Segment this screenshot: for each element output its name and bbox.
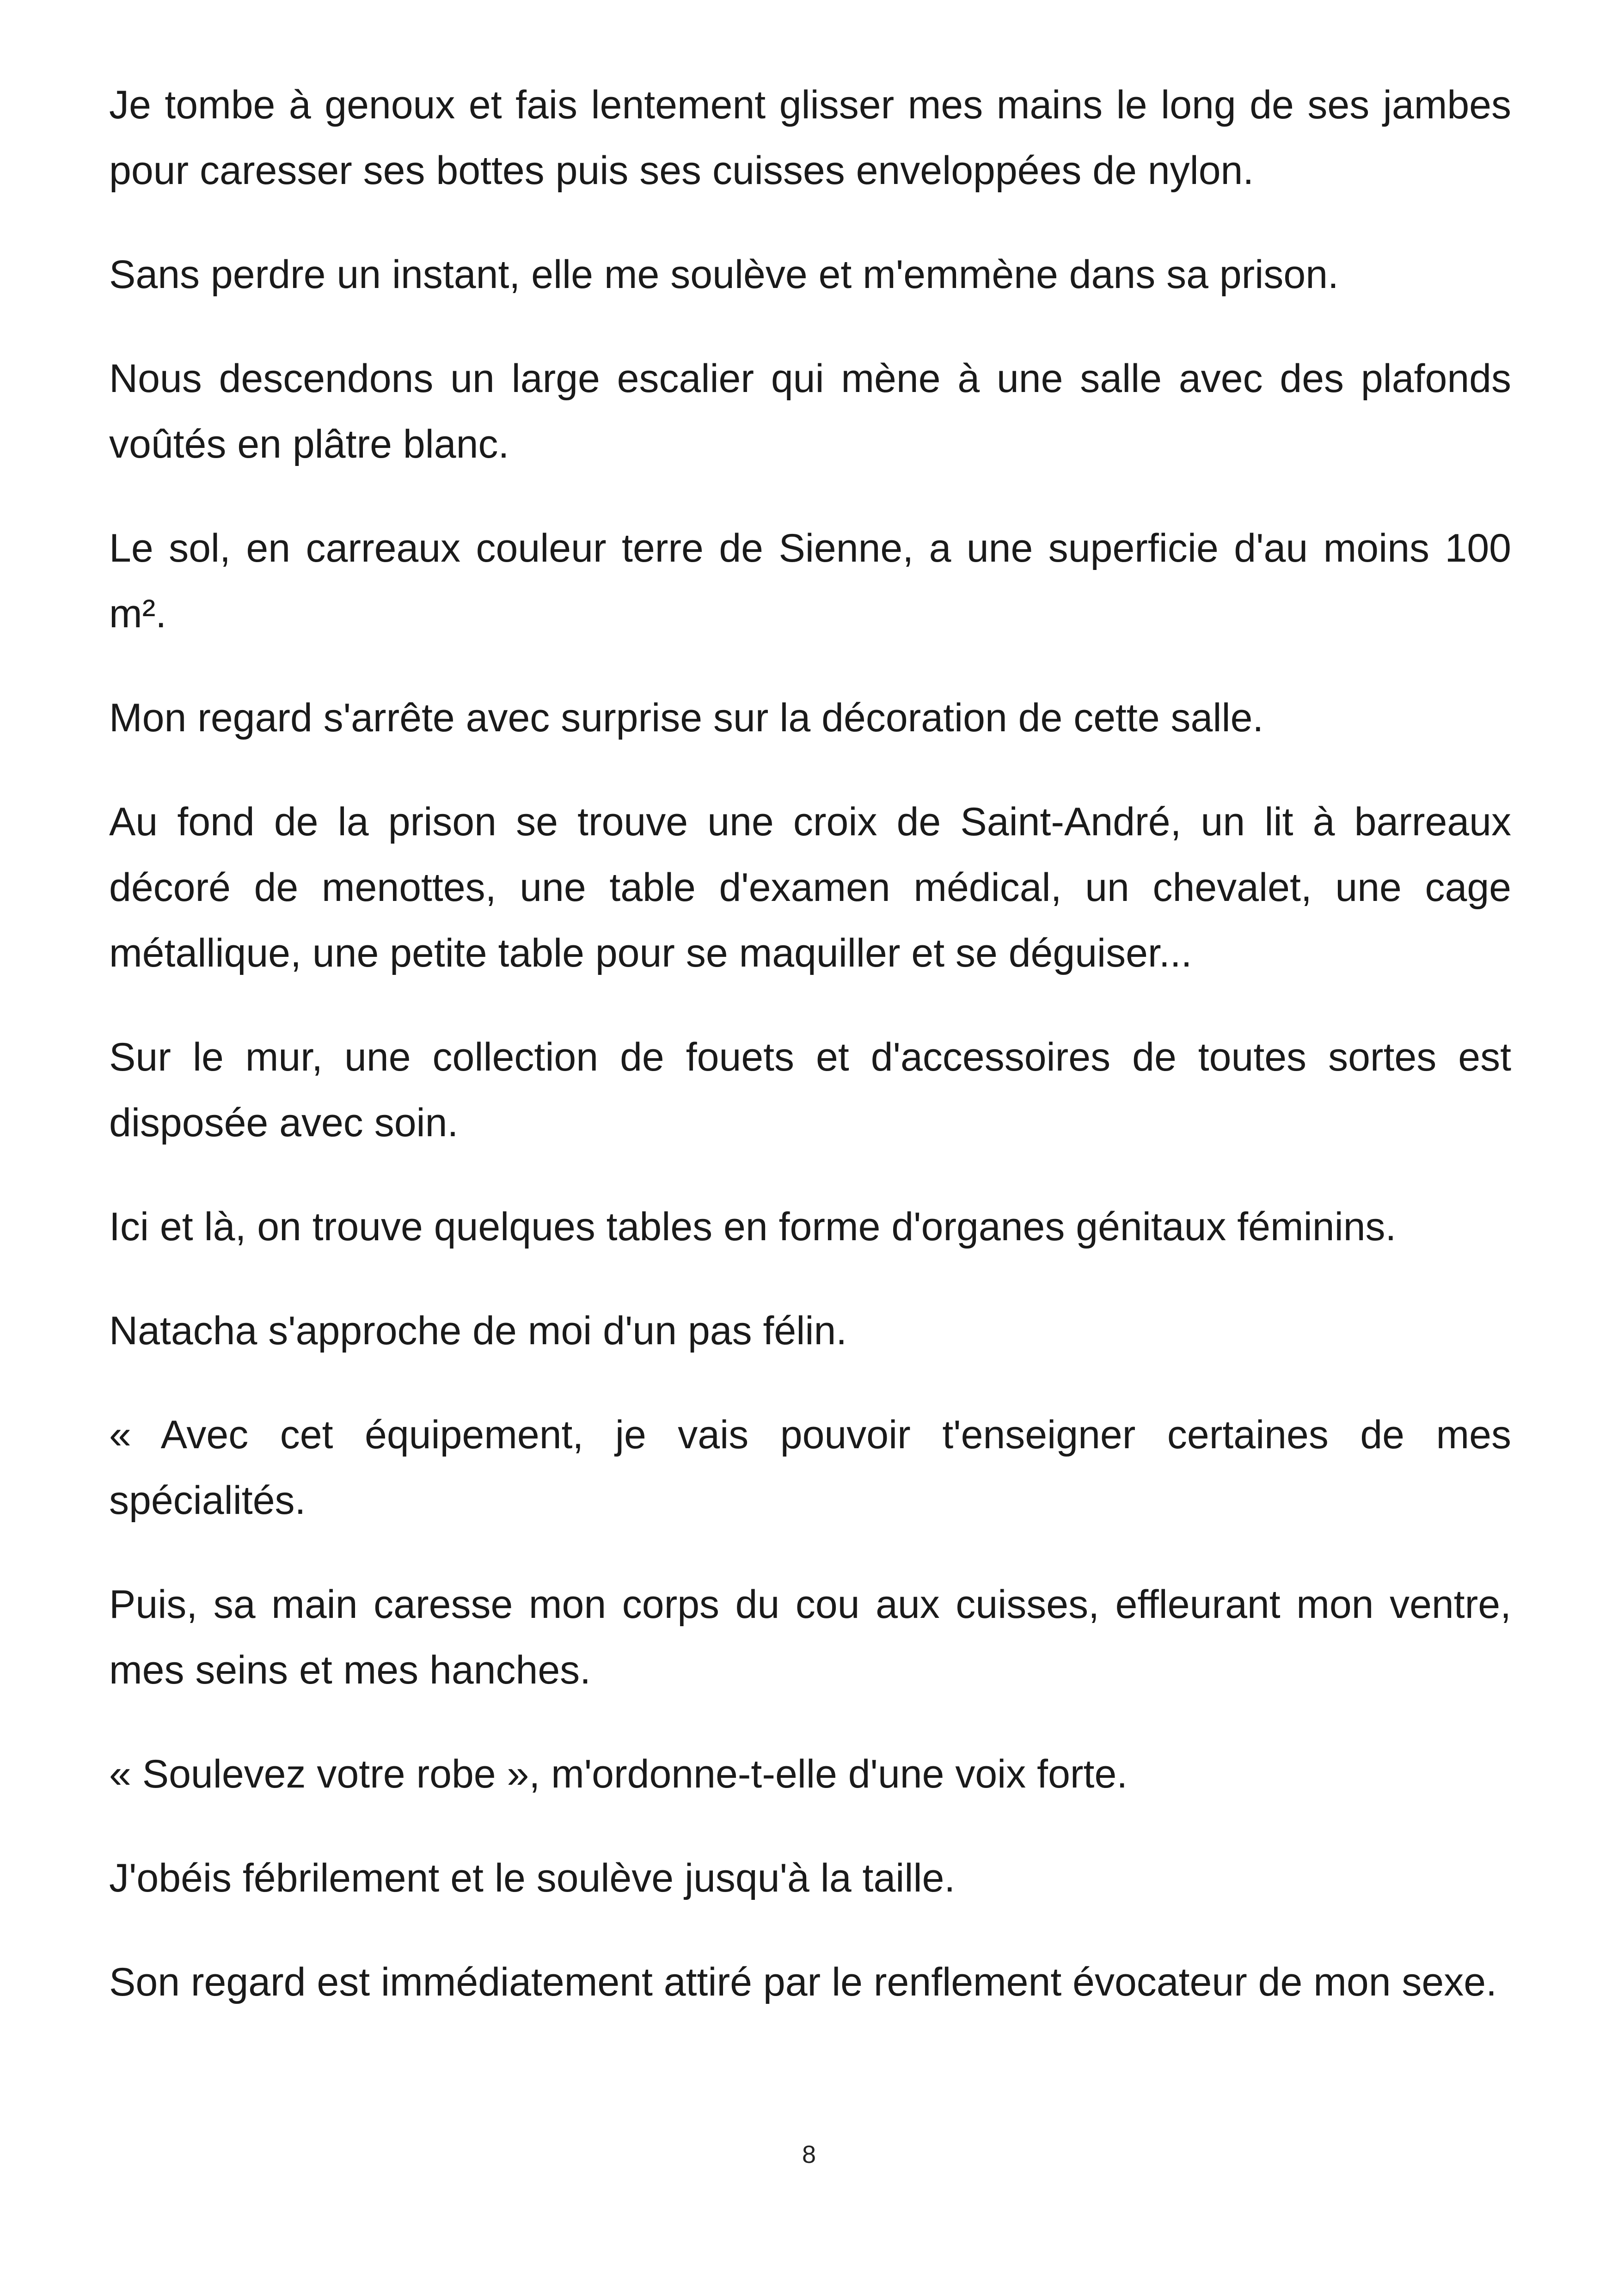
paragraph: Son regard est immédiatement attiré par le renflement évocateur de mon sexe. [109,1960,1497,2004]
paragraph: Je tombe à genoux et fais lentement glisser mes mains le long de ses jambes pour caresser ses bottes puis ses cuisses enveloppées de nylon. [109,83,1511,193]
paragraph: Ici et là, on trouve quelques tables en forme d'organes génitaux féminins. [109,1205,1397,1249]
paragraph: Le sol, en carreaux couleur terre de Sienne, a une superficie d'au moins 100 m². [109,526,1511,636]
paragraph: Puis, sa main caresse mon corps du cou aux cuisses, effleurant mon ventre, mes seins et mes hanches. [109,1582,1511,1692]
paragraph: J'obéis fébrilement et le soulève jusqu'à la taille. [109,1856,956,1900]
paragraph: Sans perdre un instant, elle me soulève et m'emmène dans sa prison. [109,252,1339,297]
paragraph: Mon regard s'arrête avec surprise sur la décoration de cette salle. [109,696,1264,740]
paragraph: Sur le mur, une collection de fouets et d'accessoires de toutes sortes est disposée avec soin. [109,1035,1511,1145]
paragraph: « Soulevez votre robe », m'ordonne-t-elle d'une voix forte. [109,1752,1128,1796]
paragraph: Natacha s'approche de moi d'un pas félin. [109,1309,847,1353]
paragraph: « Avec cet équipement, je vais pouvoir t'enseigner certaines de mes spécialités. [109,1413,1511,1523]
body-text [109,72,1511,2053]
paragraph: Au fond de la prison se trouve une croix de Saint-André, un lit à barreaux décoré de menottes, une table d'examen médical, un chevalet, une cage métallique, une petite table pour se maquiller et se déguiser... [109,800,1511,975]
paragraph: Nous descendons un large escalier qui mène à une salle avec des plafonds voûtés en plâtre blanc. [109,356,1511,466]
page-number: 8 [802,2141,816,2168]
